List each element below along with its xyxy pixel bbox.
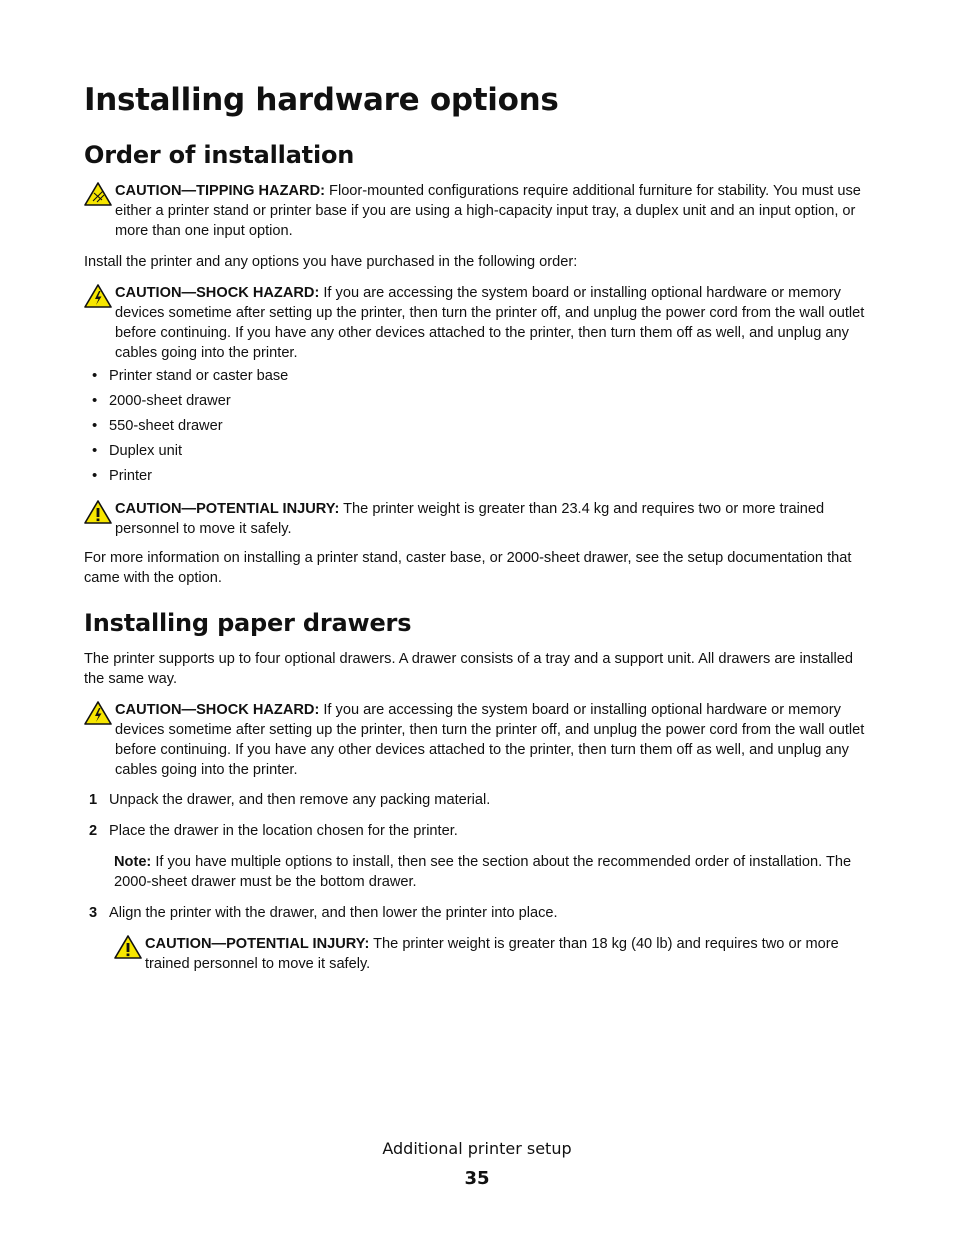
order-intro: Install the printer and any options you have purchased in the following order: — [84, 254, 578, 270]
caution-text: If you are accessing the system board or installing optional hardware or memory devices sometime after setting up the printer, then turn the printer off, and unplug the power cord from the wall outlet before continuing. If you have any other devices attached to the printer, then turn them off as well, and unplug any cables going into the printer. — [115, 285, 865, 361]
drawers-intro: The printer supports up to four optional drawers. A drawer consists of a tray and a support unit. All drawers are installed the same way. — [84, 651, 854, 687]
list-item: • 550-sheet drawer — [92, 416, 288, 441]
step-text: Align the printer with the drawer, and then lower the printer into place. — [109, 905, 558, 921]
caution-text: Floor-mounted configurations require additional furniture for stability. You must use either a printer stand or printer base if you are using a high-capacity input tray, a duplex unit and an input option, or more than one input option. — [115, 183, 861, 239]
step-1 — [84, 790, 874, 810]
shock-hazard-icon — [84, 700, 112, 726]
note-text: If you have multiple options to install, then see the section about the recommended order of installation. The 2000-sheet drawer must be the bottom drawer. — [114, 854, 852, 890]
list-item: • 2000-sheet drawer — [92, 391, 288, 416]
caution-tipping-hazard — [84, 181, 874, 241]
note — [114, 852, 874, 892]
order-more-info: For more information on installing a printer stand, caster base, or 2000-sheet drawer, see the setup documentation that came with the option. — [84, 550, 852, 586]
note-label: Note: — [114, 854, 152, 870]
caution-label: CAUTION—POTENTIAL INJURY: — [115, 501, 340, 517]
caution-label: CAUTION—SHOCK HAZARD: — [115, 285, 320, 301]
list-item: • Duplex unit — [92, 441, 288, 466]
warning-icon — [114, 934, 142, 960]
installation-order-list — [92, 366, 288, 491]
caution-shock-hazard — [84, 700, 874, 780]
list-item: • Printer — [92, 466, 288, 491]
warning-icon — [84, 499, 112, 525]
caution-potential-injury — [84, 499, 874, 539]
list-item: • Printer stand or caster base — [92, 366, 288, 391]
caution-text: The printer weight is greater than 18 kg (40 lb) and requires two or more trained personnel to move it safely. — [145, 936, 839, 972]
step-3 — [84, 903, 874, 923]
step-text: Place the drawer in the location chosen for the printer. — [109, 823, 458, 839]
caution-label: CAUTION—SHOCK HAZARD: — [115, 702, 320, 718]
step-text: Unpack the drawer, and then remove any packing material. — [109, 792, 491, 808]
page-number: 35 — [464, 1168, 490, 1189]
section-heading-order: Order of installation — [84, 141, 355, 169]
shock-hazard-icon — [84, 283, 112, 309]
step-number: 2 — [89, 823, 98, 839]
caution-text: The printer weight is greater than 23.4 kg and requires two or more trained personnel to move it safely. — [115, 501, 825, 537]
caution-label: CAUTION—POTENTIAL INJURY: — [145, 936, 370, 952]
page-title: Installing hardware options — [84, 82, 559, 118]
step-2 — [84, 821, 874, 841]
footer-section-title: Additional printer setup — [382, 1139, 572, 1158]
caution-shock-hazard — [84, 283, 874, 363]
section-heading-drawers: Installing paper drawers — [84, 609, 412, 637]
caution-potential-injury — [114, 934, 874, 974]
caution-text: If you are accessing the system board or installing optional hardware or memory devices sometime after setting up the printer, then turn the printer off, and unplug the power cord from the wall outlet before continuing. If you have any other devices attached to the printer, then turn them off as well, and unplug any cables going into the printer. — [115, 702, 865, 778]
tipping-hazard-icon — [84, 181, 112, 207]
caution-label: CAUTION—TIPPING HAZARD: — [115, 183, 325, 199]
step-number: 1 — [89, 792, 98, 808]
step-number: 3 — [89, 905, 98, 921]
